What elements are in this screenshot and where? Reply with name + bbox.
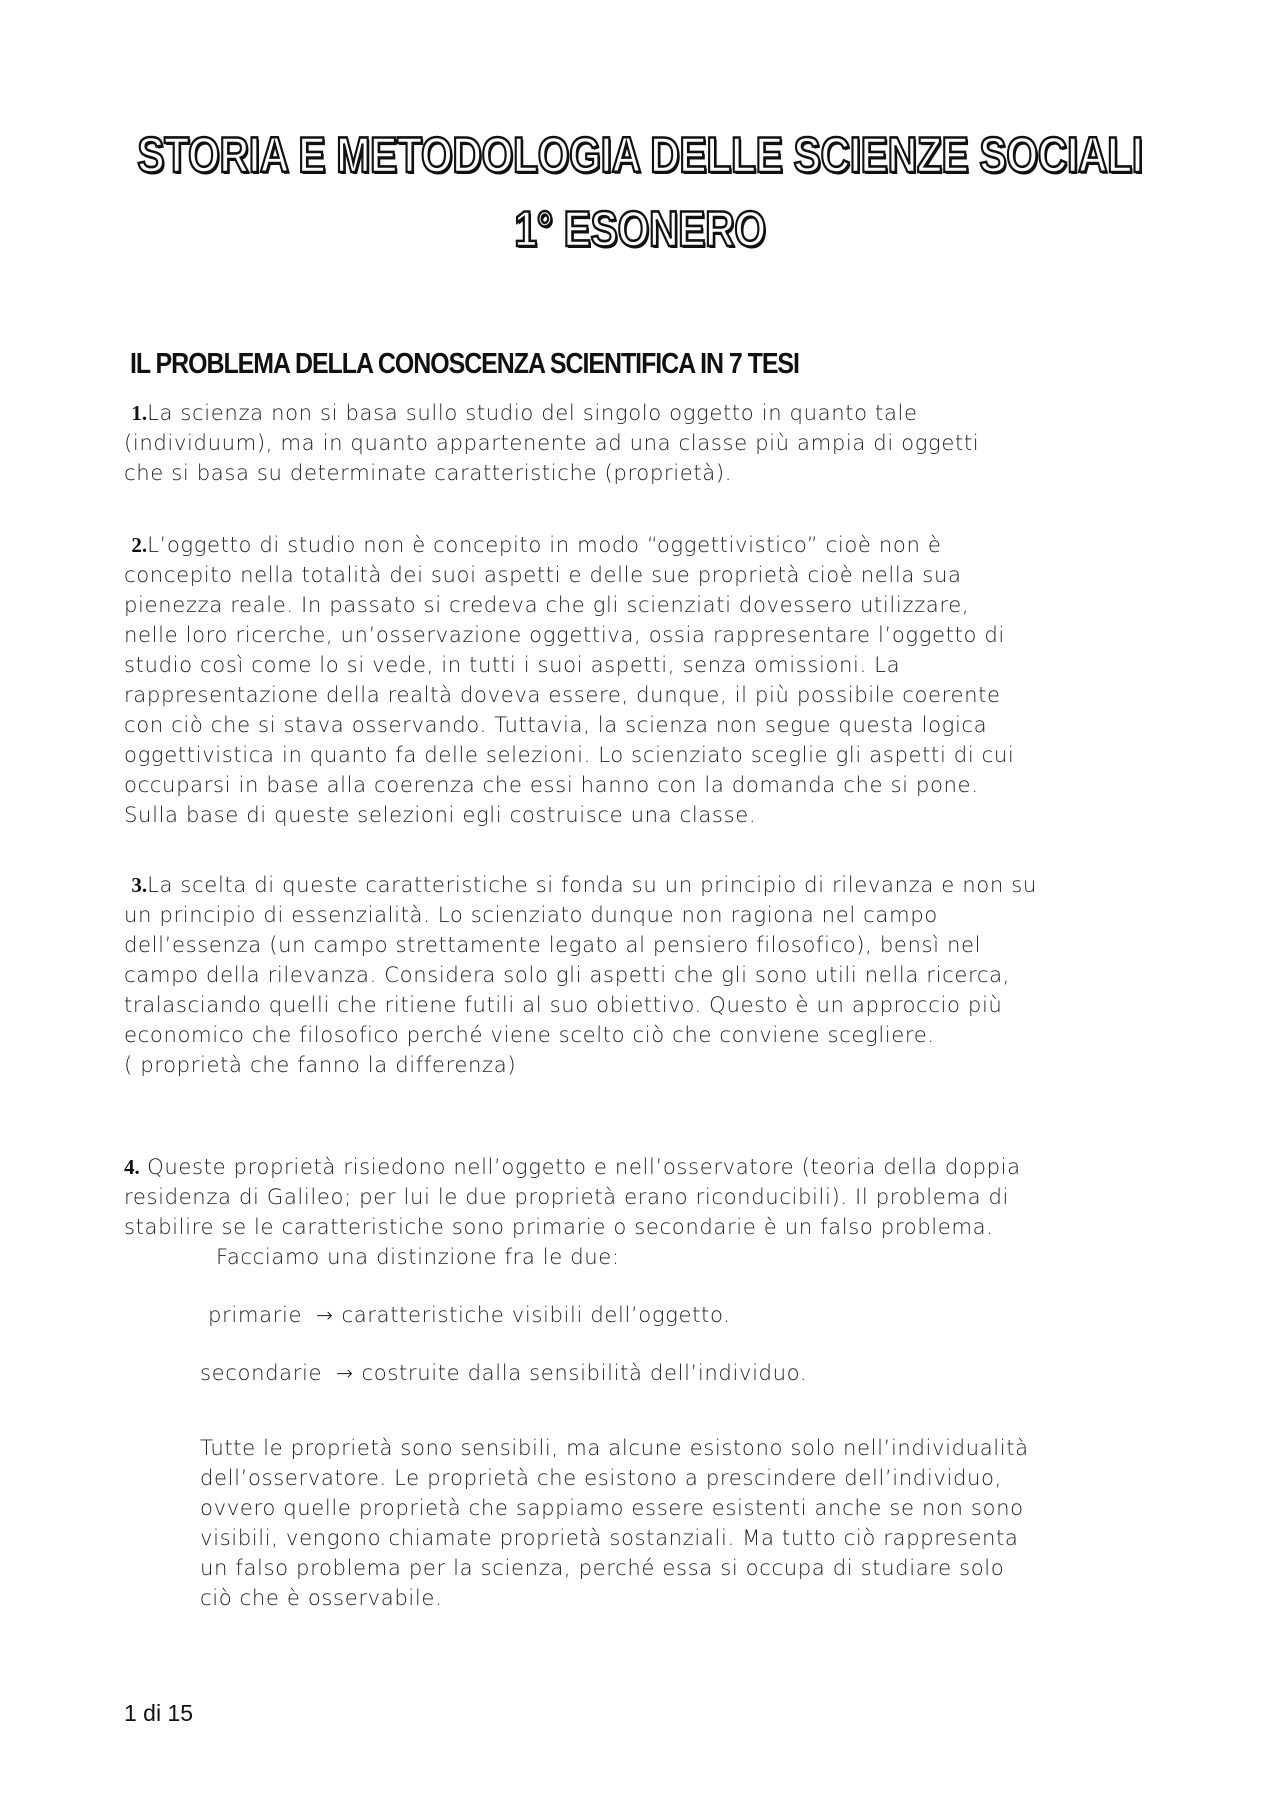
thesis-4-line: residenza di Galileo; per lui le due proprietà erano riconducibili). Il problema di [124,1184,1010,1209]
document-title [0,118,1280,266]
thesis-1 [124,398,1184,488]
thesis-4-line: stabilire se le caratteristiche sono primarie o secondarie è un falso problema. [124,1214,994,1239]
thesis-4-line-1: 4. Queste proprietà risiedono nell’oggetto e nell’osservatore (teoria della doppia [124,1154,1021,1179]
thesis-2-line-1: 2.L’oggetto di studio non è concepito in modo “oggettivistico” cioè non è [131,532,942,557]
closing-line: un falso problema per la scienza, perché essa si occupa di studiare solo [200,1555,1005,1580]
title-line-1: STORIA E METODOLOGIA DELLE SCIENZE SOCIALI [137,127,1143,183]
thesis-2-line: Sulla base di queste selezioni egli costruisce una classe. [124,802,757,827]
secondary-description: costruite dalla sensibilità dell’individuo. [361,1360,808,1385]
thesis-3-line: campo della rilevanza. Considera solo gli aspetti che gli sono utili nella ricerca, [124,962,1010,987]
thesis-2-line: studio così come lo si vede, in tutti i suoi aspetti, senza omissioni. La [124,652,901,677]
distinction-intro: Facciamo una distinzione fra le due: [216,1244,620,1269]
section-heading: IL PROBLEMA DELLA CONOSCENZA SCIENTIFICA IN 7 TESI [130,348,799,380]
thesis-number: 4. [124,1155,140,1179]
thesis-3 [124,870,1184,1080]
thesis-2-line: con ciò che si stava osservando. Tuttavia, la scienza non segue questa logica [124,712,988,737]
closing-line: ciò che è osservabile. [200,1585,443,1610]
thesis-number: 1. [131,401,148,425]
closing-line: visibili, vengono chiamate proprietà sostanziali. Ma tutto ciò rappresenta [200,1525,1019,1550]
closing-line: Tutte le proprietà sono sensibili, ma alcune esistono solo nell’individualità [200,1435,1029,1460]
page-indicator: 1 di 15 [124,1700,194,1726]
thesis-4-closing [200,1433,1200,1613]
thesis-2-line: pienezza reale. In passato si credeva che gli scienziati dovessero utilizzare, [124,592,970,617]
thesis-2-line: rappresentazione della realtà doveva essere, dunque, il più possibile coerente [124,682,1001,707]
thesis-number: 3. [131,873,148,897]
thesis-3-line-1: 3.La scelta di queste caratteristiche si fonda su un principio di rilevanza e non su [131,872,1037,897]
closing-line: ovvero quelle proprietà che sappiamo essere esistenti anche se non sono [200,1495,1024,1520]
thesis-number: 2. [131,533,148,557]
primary-term: primarie [208,1302,303,1327]
thesis-1-line-3: che si basa su determinate caratteristiche (proprietà). [124,460,733,485]
primary-description: caratteristiche visibili dell’oggetto. [341,1302,731,1327]
thesis-2-line: oggettivistica in quanto fa delle selezioni. Lo scienziato sceglie gli aspetti di cui [124,742,1015,767]
title-line-2: 1° ESONERO [514,201,766,257]
thesis-1-line-2: (individuum), ma in quanto appartenente ad una classe più ampia di oggetti [124,430,980,455]
thesis-3-line: ( proprietà che fanno la differenza) [124,1052,517,1077]
thesis-2-line: occuparsi in base alla coerenza che essi hanno con la domanda che si pone. [124,772,979,797]
thesis-4 [124,1152,1184,1242]
thesis-3-line: economico che filosofico perché viene scelto ciò che conviene scegliere. [124,1022,935,1047]
thesis-2-line: nelle loro ricerche, un’osservazione oggettiva, ossia rappresentare l’oggetto di [124,622,1005,647]
thesis-1-line-1: 1.La scienza non si basa sullo studio del singolo oggetto in quanto tale [131,400,918,425]
primary-definition [208,1300,730,1330]
arrow-right-icon: → [316,1303,334,1327]
thesis-3-line: dell’essenza (un campo strettamente legato al pensiero filosofico), bensì nel [124,932,982,957]
thesis-2-line: concepito nella totalità dei suoi aspetti e delle sue proprietà cioè nella sua [124,562,962,587]
secondary-term: secondarie [200,1360,323,1385]
secondary-definition [200,1358,807,1388]
thesis-2 [124,530,1184,830]
arrow-right-icon: → [336,1361,354,1385]
closing-line: dell’osservatore. Le proprietà che esistono a prescindere dell’individuo, [200,1465,1002,1490]
thesis-3-line: un principio di essenzialità. Lo scienziato dunque non ragiona nel campo [124,902,938,927]
thesis-3-line: tralasciando quelli che ritiene futili al suo obiettivo. Questo è un approccio più [124,992,1003,1017]
